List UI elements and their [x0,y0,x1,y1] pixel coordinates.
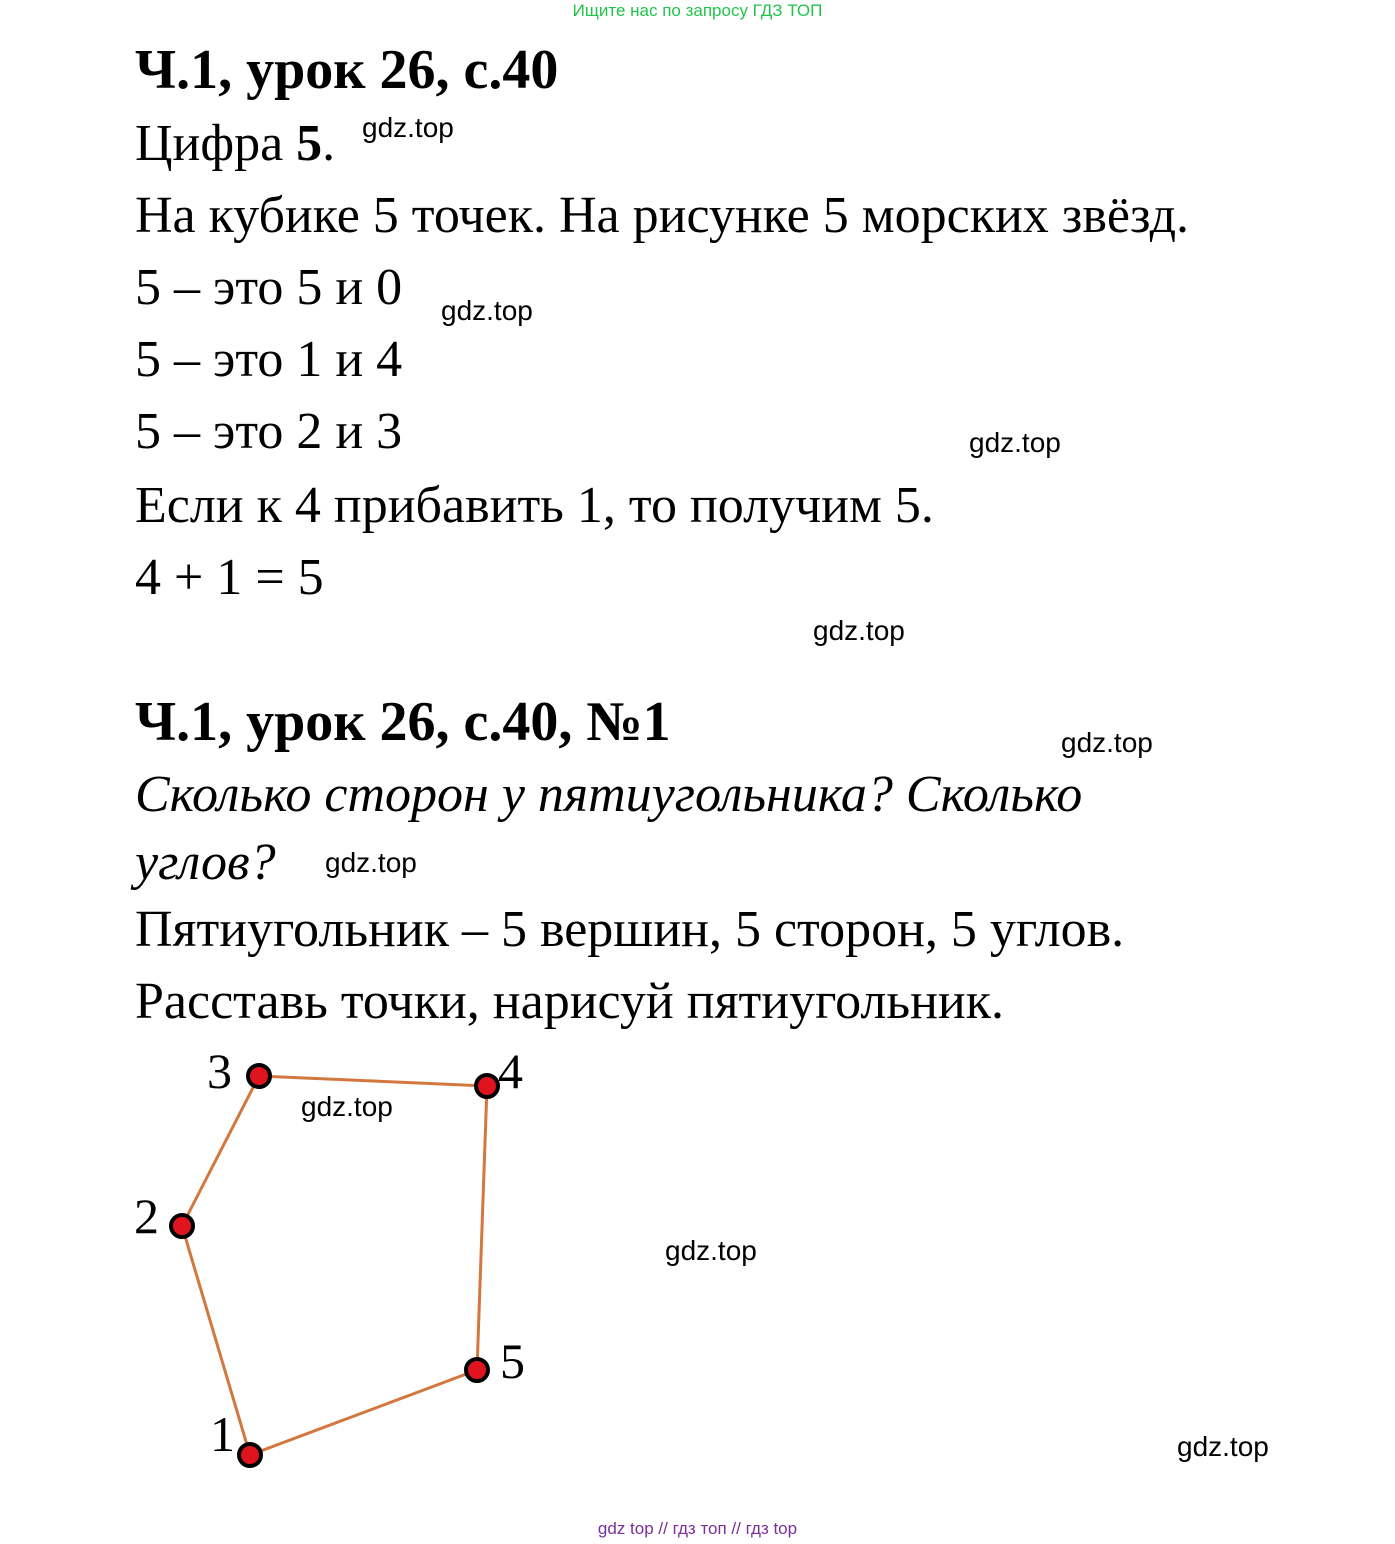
vertex-label-3: 3 [207,1043,232,1099]
addition-equation: 4 + 1 = 5 [135,549,324,606]
watermark: gdz.top [969,427,1061,458]
section1-heading: Ч.1, урок 26, с.40 [135,39,559,101]
watermark: gdz.top [1061,727,1153,758]
watermark: gdz.top [813,615,905,646]
vertex-label-2: 2 [134,1188,159,1244]
vertex-point-4 [476,1075,498,1097]
watermark: gdz.top [441,295,533,326]
watermark: gdz.top [362,112,454,143]
addition-sentence: Если к 4 прибавить 1, то получим 5. [135,477,934,534]
vertex-point-3 [248,1065,270,1087]
vertex-point-5 [466,1359,488,1381]
dice-line: На кубике 5 точек. На рисунке 5 морских звёзд. [135,187,1190,244]
decomposition-line-3: 5 – это 2 и 3 [135,403,403,460]
watermark: gdz.top [665,1235,757,1266]
question-line-2: углов? [135,834,276,891]
decomposition-line-1: 5 – это 5 и 0 [135,259,403,316]
vertex-label-4: 4 [498,1043,523,1099]
answer-line: Пятиугольник – 5 вершин, 5 сторон, 5 углов. [135,901,1125,958]
watermark: gdz.top [1177,1431,1269,1462]
section2-heading: Ч.1, урок 26, с.40, №1 [135,691,671,753]
vertex-point-1 [239,1444,261,1466]
watermark: gdz.top [301,1091,393,1122]
top-banner: Ищите нас по запросу ГДЗ ТОП [572,1,823,20]
digit-value: 5 [296,115,323,172]
vertex-point-2 [171,1215,193,1237]
digit-prefix: Цифра [135,115,297,172]
pentagon-outline [182,1076,487,1455]
watermark: gdz.top [325,847,417,878]
decomposition-line-2: 5 – это 1 и 4 [135,331,403,388]
question-line-1: Сколько сторон у пятиугольника? Сколько [135,766,1083,823]
vertex-label-5: 5 [500,1333,525,1389]
footer-links: gdz top // гдз топ // гдз top [597,1519,798,1538]
digit-suffix: . [322,115,336,172]
vertex-label-1: 1 [210,1406,235,1462]
instruction-line: Расставь точки, нарисуй пятиугольник. [135,973,1004,1030]
